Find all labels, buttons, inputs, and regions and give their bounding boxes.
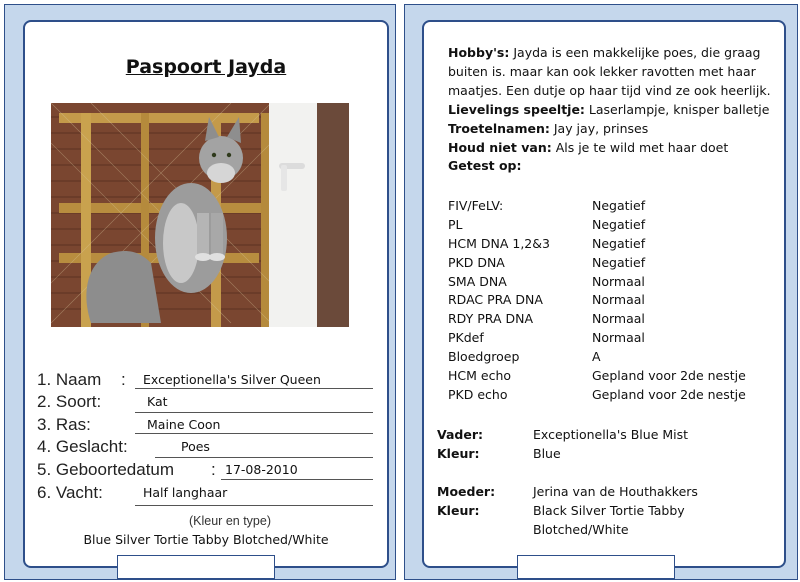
field-geboortedatum-value: 17-08-2010 bbox=[225, 462, 298, 477]
cat-details bbox=[448, 44, 774, 176]
test-name: PKdef bbox=[448, 330, 484, 346]
field-naam bbox=[25, 370, 387, 394]
field-vacht-label: 6. Vacht: bbox=[37, 483, 103, 502]
test-result: A bbox=[592, 349, 601, 365]
houd-line bbox=[448, 139, 774, 158]
passport-front-tab bbox=[117, 555, 275, 579]
field-geboortedatum-line bbox=[221, 479, 373, 480]
troetelnamen-text: Jay jay, prinses bbox=[553, 120, 649, 136]
field-vacht-line bbox=[135, 505, 373, 506]
test-row bbox=[448, 386, 774, 405]
field-geboortedatum bbox=[25, 460, 387, 484]
houd-label: Houd niet van: bbox=[448, 139, 552, 155]
kleur-en-type-note: (Kleur en type) bbox=[189, 514, 271, 528]
field-ras-label: 3. Ras: bbox=[37, 415, 91, 434]
test-row bbox=[448, 273, 774, 292]
test-row bbox=[448, 235, 774, 254]
field-vacht bbox=[25, 483, 387, 507]
passport-back-tab bbox=[517, 555, 675, 579]
test-row bbox=[448, 216, 774, 235]
test-result: Gepland voor 2de nestje bbox=[592, 368, 746, 384]
speeltje-line bbox=[448, 101, 774, 120]
field-ras-line bbox=[135, 433, 373, 434]
test-result: Normaal bbox=[592, 292, 645, 308]
field-naam-label: 1. Naam bbox=[37, 370, 102, 389]
field-geboortedatum-colon: : bbox=[211, 460, 216, 479]
test-result: Gepland voor 2de nestje bbox=[592, 386, 746, 402]
field-soort bbox=[25, 392, 387, 416]
test-name: PKD DNA bbox=[448, 254, 505, 270]
getest-line bbox=[448, 157, 774, 176]
mother-color-line2: Blotched/White bbox=[533, 521, 629, 537]
field-vacht-value: Half langhaar bbox=[143, 485, 228, 500]
test-result: Negatief bbox=[592, 198, 646, 213]
test-name: SMA DNA bbox=[448, 273, 507, 289]
passport-front-panel bbox=[4, 4, 396, 580]
passport-front-card bbox=[23, 20, 389, 568]
father-label: Vader: bbox=[437, 427, 484, 442]
field-geslacht-label: 4. Geslacht: bbox=[37, 437, 128, 456]
speeltje-label: Lievelings speeltje: bbox=[448, 101, 585, 117]
field-geslacht-value: Poes bbox=[181, 439, 210, 454]
test-name: PL bbox=[448, 216, 463, 232]
field-soort-line bbox=[135, 412, 373, 413]
troetelnamen-line bbox=[448, 120, 774, 139]
father-name: Exceptionella's Blue Mist bbox=[533, 427, 689, 442]
getest-label: Getest op: bbox=[448, 158, 522, 174]
test-result: Normaal bbox=[592, 273, 645, 289]
test-name: HCM echo bbox=[448, 368, 512, 384]
troetelnamen-label: Troetelnamen: bbox=[448, 120, 550, 136]
test-result: Normaal bbox=[592, 311, 645, 327]
field-geboortedatum-label: 5. Geboortedatum bbox=[37, 460, 175, 479]
test-row bbox=[448, 329, 774, 348]
hobbys-text: Jayda is een makkelijke poes, die graag buiten is. maar kan ook lekker ravotten met haar maatjes. Een dutje op haar tijd vind ze ook heerlijk. bbox=[448, 45, 771, 98]
test-row bbox=[448, 197, 774, 216]
cat-photo bbox=[51, 103, 349, 327]
test-result: Negatief bbox=[592, 216, 646, 232]
test-row bbox=[448, 254, 774, 273]
test-name: Bloedgroep bbox=[448, 349, 520, 365]
test-row bbox=[448, 310, 774, 329]
passport-title: Paspoort Jayda bbox=[125, 56, 287, 78]
field-ras-value: Maine Coon bbox=[147, 417, 221, 432]
test-name: RDAC PRA DNA bbox=[448, 292, 543, 308]
test-name: RDY PRA DNA bbox=[448, 311, 534, 327]
mother-label: Moeder: bbox=[437, 484, 496, 499]
mother-info bbox=[437, 483, 777, 540]
hobbys-label: Hobby's: bbox=[448, 45, 510, 60]
test-result: Normaal bbox=[592, 330, 645, 346]
mother-color-label: Kleur: bbox=[437, 502, 480, 518]
field-naam-line bbox=[135, 388, 373, 389]
field-naam-value: Exceptionella's Silver Queen bbox=[143, 372, 321, 387]
test-name: PKD echo bbox=[448, 386, 508, 402]
test-result: Negatief bbox=[592, 254, 646, 270]
hobbys-paragraph bbox=[448, 44, 774, 101]
passport-back-card bbox=[422, 20, 786, 568]
speeltje-text: Laserlampje, knisper balletje bbox=[588, 101, 770, 117]
test-result: Negatief bbox=[592, 235, 646, 251]
field-geslacht-line bbox=[155, 457, 373, 458]
color-type-value: Blue Silver Tortie Tabby Blotched/White bbox=[83, 532, 329, 547]
mother-color-line1: Black Silver Tortie Tabby bbox=[533, 502, 685, 518]
field-geslacht bbox=[25, 437, 387, 461]
mother-name: Jerina van de Houthakkers bbox=[533, 484, 698, 499]
passport-back-panel bbox=[404, 4, 798, 580]
houd-text: Als je te wild met haar doet bbox=[555, 139, 729, 155]
test-row bbox=[448, 348, 774, 367]
test-row bbox=[448, 291, 774, 310]
test-name: HCM DNA 1,2&3 bbox=[448, 235, 550, 251]
field-ras bbox=[25, 415, 387, 439]
field-soort-value: Kat bbox=[147, 394, 168, 409]
test-row bbox=[448, 367, 774, 386]
test-list bbox=[448, 197, 774, 405]
father-color-label: Kleur: bbox=[437, 445, 480, 461]
father-color: Blue bbox=[533, 445, 561, 461]
field-naam-colon: : bbox=[121, 370, 126, 389]
field-soort-label: 2. Soort: bbox=[37, 392, 102, 411]
test-name: FIV/FeLV: bbox=[448, 198, 504, 213]
father-info bbox=[437, 426, 777, 464]
